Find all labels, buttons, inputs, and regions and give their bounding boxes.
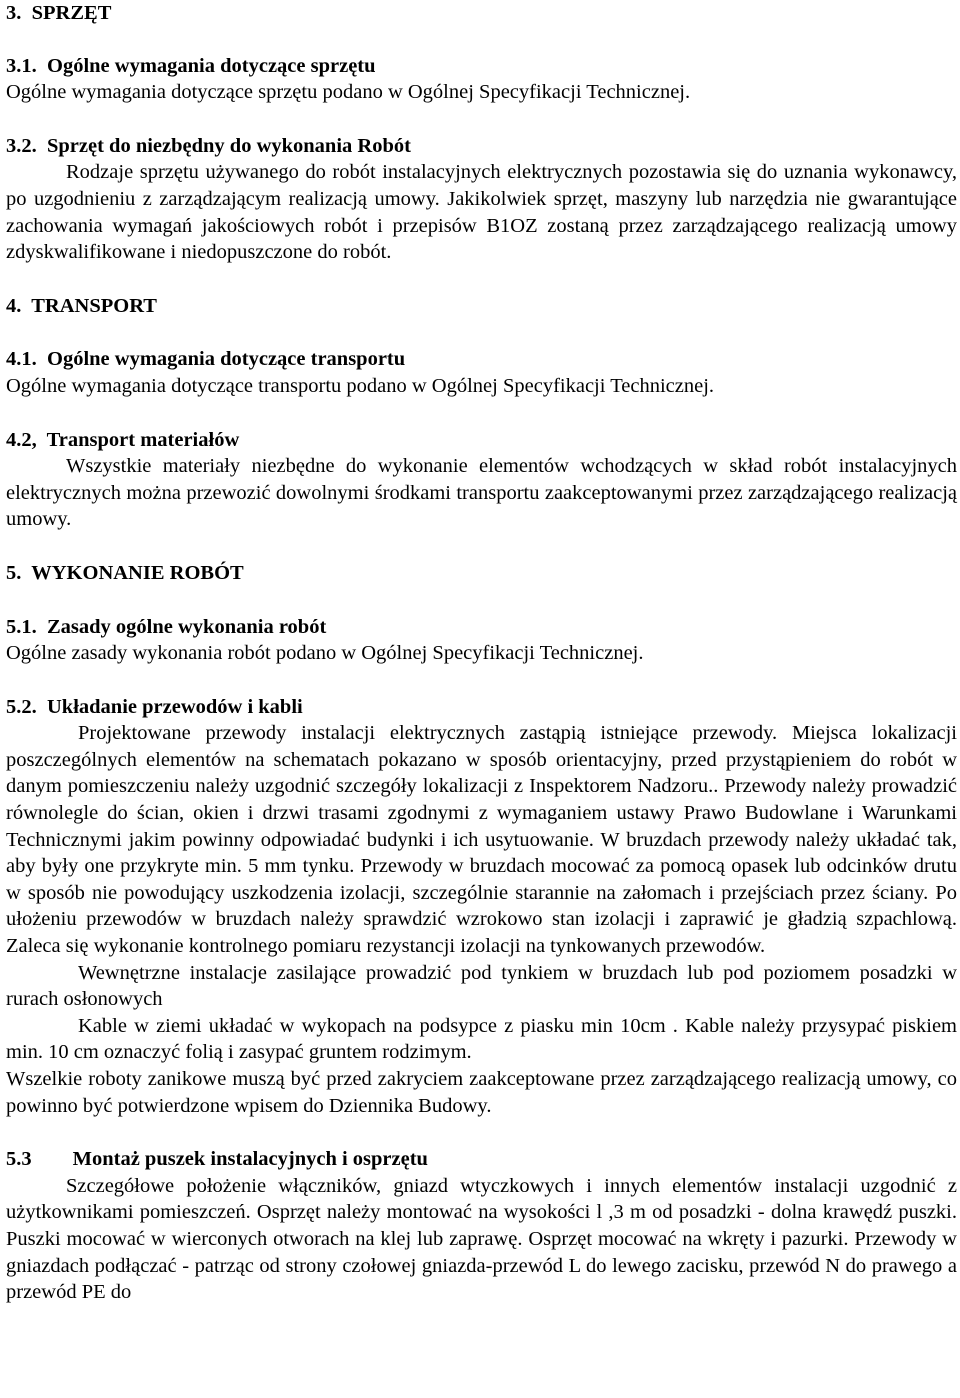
section-3-heading: 3. SPRZĘT — [6, 2, 112, 24]
section-3-1-text: Ogólne wymagania dotyczące sprzętu podano w Ogólnej Specyfikacji Technicznej. — [6, 81, 691, 104]
section-4-2-heading: 4.2, Transport materiałów — [6, 428, 240, 451]
section-4-1-text: Ogólne wymagania dotyczące transportu podano w Ogólnej Specyfikacji Technicznej. — [6, 374, 715, 397]
section-5-2-paragraph-4: Wszelkie roboty zanikowe muszą być przed zakryciem zaakceptowane przez zarządzającego realizacją umowy, co powinno być potwierdzone wpisem do Dziennika Budowy. — [6, 1068, 957, 1117]
section-5-3-paragraph-1: Szczegółowe położenie włączników, gniazd wtyczkowych i innych elementów instalacji uzgodnić z użytkownikami pomieszczeń. Osprzęt należy montować na wysokości l ,3 m od posadzki - dolna krawędź puszki. Puszki mocować w wierconych otworach na klej lub zaprawę. Osprzęt mocować na wkręty i pazurki. Przewody w gniazdach podłączać - patrząc od strony czołowej gniazda-przewód L do lewego zacisku, przewód N do prawego a przewód PE do — [6, 1174, 957, 1304]
section-5-1-text: Ogólne zasady wykonania robót podano w Ogólnej Specyfikacji Technicznej. — [6, 642, 644, 665]
section-4-1-heading: 4.1. Ogólne wymagania dotyczące transportu — [6, 348, 406, 371]
section-5-heading: 5. WYKONANIE ROBÓT — [6, 561, 244, 584]
section-3-2-text: Rodzaje sprzętu używanego do robót instalacyjnych elektrycznych pozostawia się do uznania wykonawcy, po uzgodnieniu z zarządzającym realizacją umowy. Jakikolwiek sprzęt, maszyny lub narzędzia nie gwarantujące zachowania wymagań jakościowych robót i przepisów B1OZ zostaną przez zarządzającego realizacją umowy zdyskwalifikowane i niedopuszczone do robót. — [6, 161, 957, 264]
section-4-2-text: Wszystkie materiały niezbędne do wykonanie elementów wchodzących w skład robót instalacyjnych elektrycznych można przewozić dowolnymi środkami transportu zaakceptowanymi przez zarządzającego realizacją umowy. — [6, 455, 957, 531]
section-5-2-paragraph-1: Projektowane przewody instalacji elektrycznych zastąpią istniejące przewody. Miejsca lokalizacji poszczególnych elementów na schematach pokazano w sposób orientacyjny, przed przystąpieniem do robót w danym pomieszczeniu należy uzgodnić szczegóły lokalizacji z Inspektorem Nadzoru.. Przewody należy prowadzić równolegle do ścian, okien i drzwi trasami zgodnymi z wymaganiem ustawy Prawo Budowlane i Warunkami Technicznymi jakim powinny odpowiadać budynki i ich usytuowanie. W bruzdach przewody należy układać tak, aby były one przykryte min. 5 mm tynku. Przewody w bruzdach mocować za pomocą opasek lub odcinków drutu w sposób nie powodujący uszkodzenia izolacji, szczególnie starannie na załomach i przejściach przez ściany. Po ułożeniu przewodów w bruzdach należy sprawdzić wzrokowo stan izolacji i zaprawić je gładzią szpachlową. Zaleca się wykonanie kontrolnego pomiaru rezystancji izolacji na tynkowanych przewodów. — [6, 722, 957, 958]
section-5-3-heading: 5.3 Montaż puszek instalacyjnych i osprzętu — [6, 1148, 428, 1171]
section-3-2-heading: 3.2. Sprzęt do niezbędny do wykonania Robót — [6, 134, 411, 157]
section-5-2-paragraph-3: Kable w ziemi układać w wykopach na podsypce z piasku min 10cm . Kable należy przysypać piskiem min. 10 cm oznaczyć folią i zasypać gruntem rodzimym. — [6, 1014, 957, 1064]
section-5-1-heading: 5.1. Zasady ogólne wykonania robót — [6, 615, 327, 638]
section-5-2-heading: 5.2. Układanie przewodów i kabli — [6, 695, 303, 718]
section-4-heading: 4. TRANSPORT — [6, 294, 157, 317]
section-5-2-paragraph-2: Wewnętrzne instalacje zasilające prowadzić pod tynkiem w bruzdach lub pod poziomem posadzki w rurach osłonowych — [6, 961, 957, 1011]
section-3-1-heading: 3.1. Ogólne wymagania dotyczące sprzętu — [6, 54, 376, 77]
